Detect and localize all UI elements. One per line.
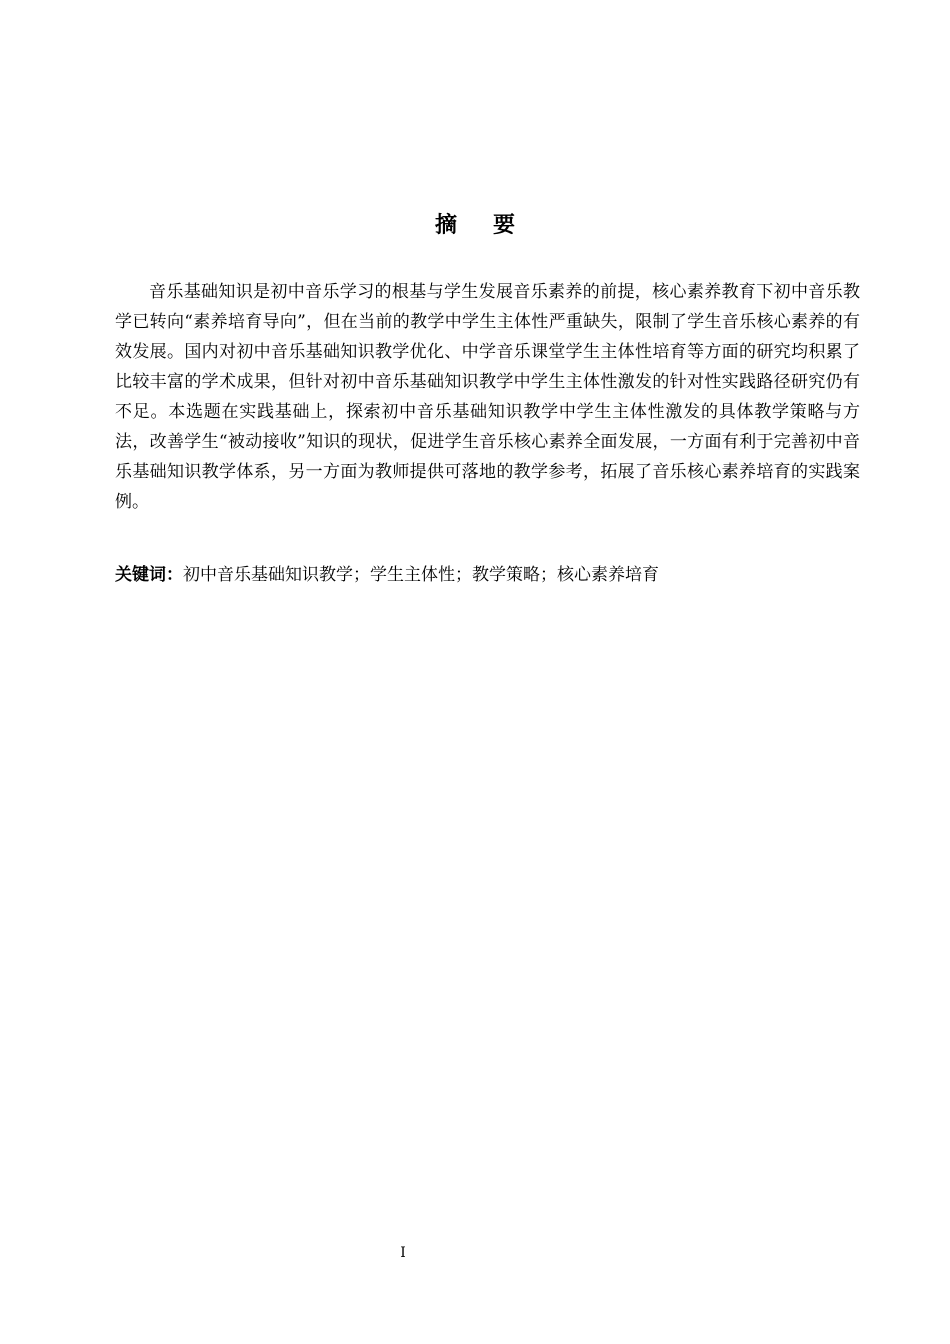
keywords-line <box>115 560 860 590</box>
keywords-text: 初中音乐基础知识教学；学生主体性；教学策略；核心素养培育 <box>183 565 659 585</box>
abstract-body: 音乐基础知识是初中音乐学习的根基与学生发展音乐素养的前提，核心素养教育下初中音乐教学已转向“素养培育导向”，但在当前的教学中学生主体性严重缺失，限制了学生音乐核心素养的有效发展。国内对初中音乐基础知识教学优化、中学音乐课堂学生主体性培育等方面的研究均积累了比较丰富的学术成果，但针对初中音乐基础知识教学中学生主体性激发的针对性实践路径研究仍有不足。本选题在实践基础上，探索初中音乐基础知识教学中学生主体性激发的具体教学策略与方法，改善学生“被动接收”知识的现状，促进学生音乐核心素养全面发展，一方面有利于完善初中音乐基础知识教学体系，另一方面为教师提供可落地的教学参考，拓展了音乐核心素养培育的实践案例。 <box>115 282 860 512</box>
abstract-title: 摘要 <box>434 213 551 238</box>
page-number: I <box>400 1245 406 1261</box>
keywords-label: 关键词： <box>115 565 183 585</box>
